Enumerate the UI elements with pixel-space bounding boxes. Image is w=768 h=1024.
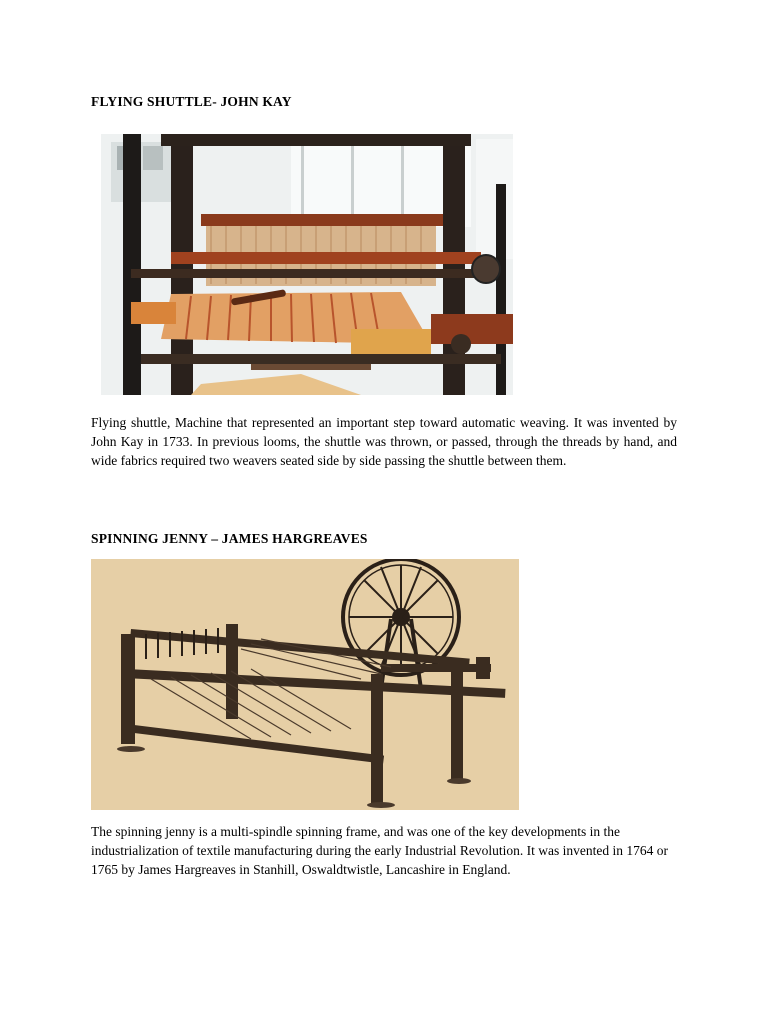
- flying-shuttle-loom-image: [101, 134, 513, 395]
- section-heading-flying-shuttle: FLYING SHUTTLE- JOHN KAY: [91, 94, 292, 109]
- section-heading-spinning-jenny: SPINNING JENNY – JAMES HARGREAVES: [91, 531, 368, 546]
- flying-shuttle-description: Flying shuttle, Machine that represented an important step toward automatic weaving. It was invented by John Kay in 1733. In previous looms, the shuttle was thrown, or passed, through the threads by hand, and wide fabrics required two weavers seated side by side passing the shuttle between them.: [91, 415, 677, 468]
- spinning-jenny-description: The spinning jenny is a multi-spindle spinning frame, and was one of the key developments in the industrialization of textile manufacturing during the early Industrial Revolution. It was invented in 1764 or 1765 by James Hargreaves in Stanhill, Oswaldtwistle, Lancashire in England.: [91, 824, 668, 877]
- spinning-jenny-image: [91, 559, 519, 810]
